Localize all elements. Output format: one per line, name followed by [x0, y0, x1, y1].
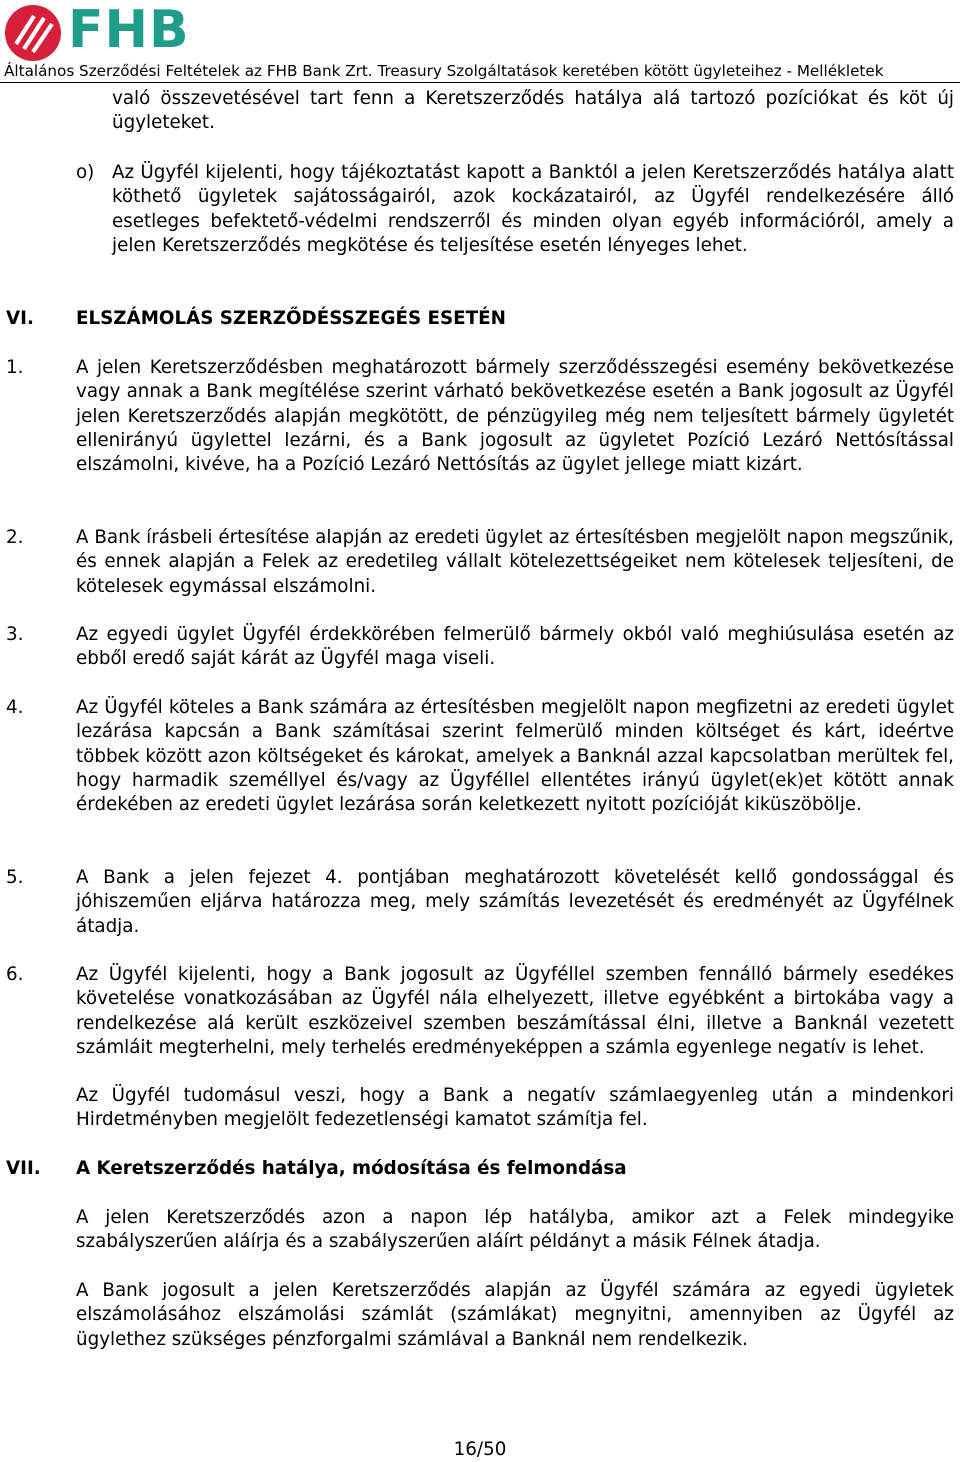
vi-item-2-number: 2. [6, 527, 24, 548]
fhb-logo-icon [4, 4, 62, 62]
vi-item-4-text: Az Ügyfél köteles a Bank számára az értesítésben megjelölt napon megfizetni az eredeti ügylet lezárása kapcsán a Bank számításai szerint felmerülő minden költséget és kárt, ideértve többek között azon költségeket és károkat, amelyek a Banknál azzal kapcsolatban merültek fel, hogy harmadik személlyel és/vagy az Ügyféllel ellentétes irányú ügylet(ek)et kötött annak érdekében az eredeti ügylet lezárása során keletkezett nyitott pozícióját kiküszöbölje. [76, 697, 954, 816]
page-header [0, 0, 960, 84]
vi-item-6-text-continued: Az Ügyfél tudomásul veszi, hogy a Bank a negatív számlaegyenleg után a mindenkori Hirdetményben megjelölt fedezetlenségi kamatot számítja fel. [76, 1085, 954, 1131]
page-number: 16/50 [453, 1439, 507, 1460]
vi-item-6-text: Az Ügyfél kijelenti, hogy a Bank jogosult az Ügyféllel szemben fennálló bármely esedékes követelése vonatkozásában az Ügyfél nála elhelyezett, illetve egyébként a birtokába vagy a rendelkezése alá került eszközeivel szemben beszámítással élni, illetve a Banknál vezetett számláit megterhelni, mely terhelés eredményeképpen a számla egyenlege negatív is lehet. [76, 964, 954, 1058]
vi-item-3-number: 3. [6, 624, 24, 645]
vi-item-6-number: 6. [6, 964, 24, 985]
vi-item-5-text: A Bank a jelen fejezet 4. pontjában meghatározott követelését kellő gondossággal és jóhiszeműen eljárva határozza meg, mely számítás levezetését és eredményét az Ügyfélnek átadja. [76, 867, 954, 937]
vi-item-1-number: 1. [6, 357, 24, 378]
vi-item-3-text: Az egyedi ügylet Ügyfél érdekkörében felmerülő bármely okból való meghiúsulása esetén az ebből eredő saját kárát az Ügyfél maga viseli. [76, 624, 954, 670]
section-vii-number: VII. [6, 1158, 41, 1179]
intro-continuation: való összevetésével tart fenn a Keretszerződés hatálya alá tartozó pozíciókat és köt új ügyleteket. [112, 88, 954, 134]
vi-item-5-number: 5. [6, 867, 24, 888]
header-divider [0, 82, 960, 83]
section-vi-title: ELSZÁMOLÁS SZERZŐDÉSSZEGÉS ESETÉN [76, 308, 506, 329]
section-vi-number: VI. [6, 308, 34, 329]
item-o-text: Az Ügyfél kijelenti, hogy tájékoztatást kapott a Banktól a jelen Keretszerződés hatálya alatt köthető ügyletek sajátosságairól, azok kockázatairól, az Ügyfél rendelkezésére álló esetleges befektető-védelmi rendszerről és minden olyan egyéb információról, amely a jelen Keretszerződés megkötése és teljesítése esetén lényeges lehet. [112, 162, 954, 256]
item-o-label: o) [76, 162, 95, 183]
vii-paragraph-2: A Bank jogosult a jelen Keretszerződés alapján az Ügyfél számára az egyedi ügyletek elszámolásához elszámolási számlát (számlákat) megnyitni, amennyiben az Ügyfél az ügylethez szükséges pénzforgalmi számlával a Banknál nem rendelkezik. [76, 1280, 954, 1350]
document-header-title: Általános Szerződési Feltételek az FHB Bank Zrt. Treasury Szolgáltatások keretében kötött ügyleteihez - Mellékletek [4, 62, 884, 80]
section-vii-title: A Keretszerződés hatálya, módosítása és felmondása [76, 1158, 627, 1179]
fhb-logo-text: FHB [68, 0, 190, 60]
vi-item-4-number: 4. [6, 697, 24, 718]
vi-item-1-text: A jelen Keretszerződésben meghatározott bármely szerződésszegési esemény bekövetkezése vagy annak a Bank megítélése szerint várható bekövetkezése esetén a Bank jogosult az Ügyfél jelen Keretszerződés alapján megkötött, de pénzügyileg még nem teljesített bármely ügyletét ellenirányú ügylettel lezárni, és a Bank jogosult az ügyletet Pozíció Lezáró Nettósítással elszámolni, kivéve, ha a Pozíció Lezáró Nettósítás az ügylet jellege miatt kizárt. [76, 357, 954, 476]
vi-item-2-text: A Bank írásbeli értesítése alapján az eredeti ügylet az értesítésben megjelölt napon megszűnik, és ennek alapján a Felek az eredetileg vállalt kötelezettségeiket nem kötelesek teljesíteni, de kötelesek egymással elszámolni. [76, 527, 954, 597]
vii-paragraph-1: A jelen Keretszerződés azon a napon lép hatályba, amikor azt a Felek mindegyike szabályszerűen aláírja és a szabályszerűen aláírt példányt a másik Félnek átadja. [76, 1207, 954, 1253]
